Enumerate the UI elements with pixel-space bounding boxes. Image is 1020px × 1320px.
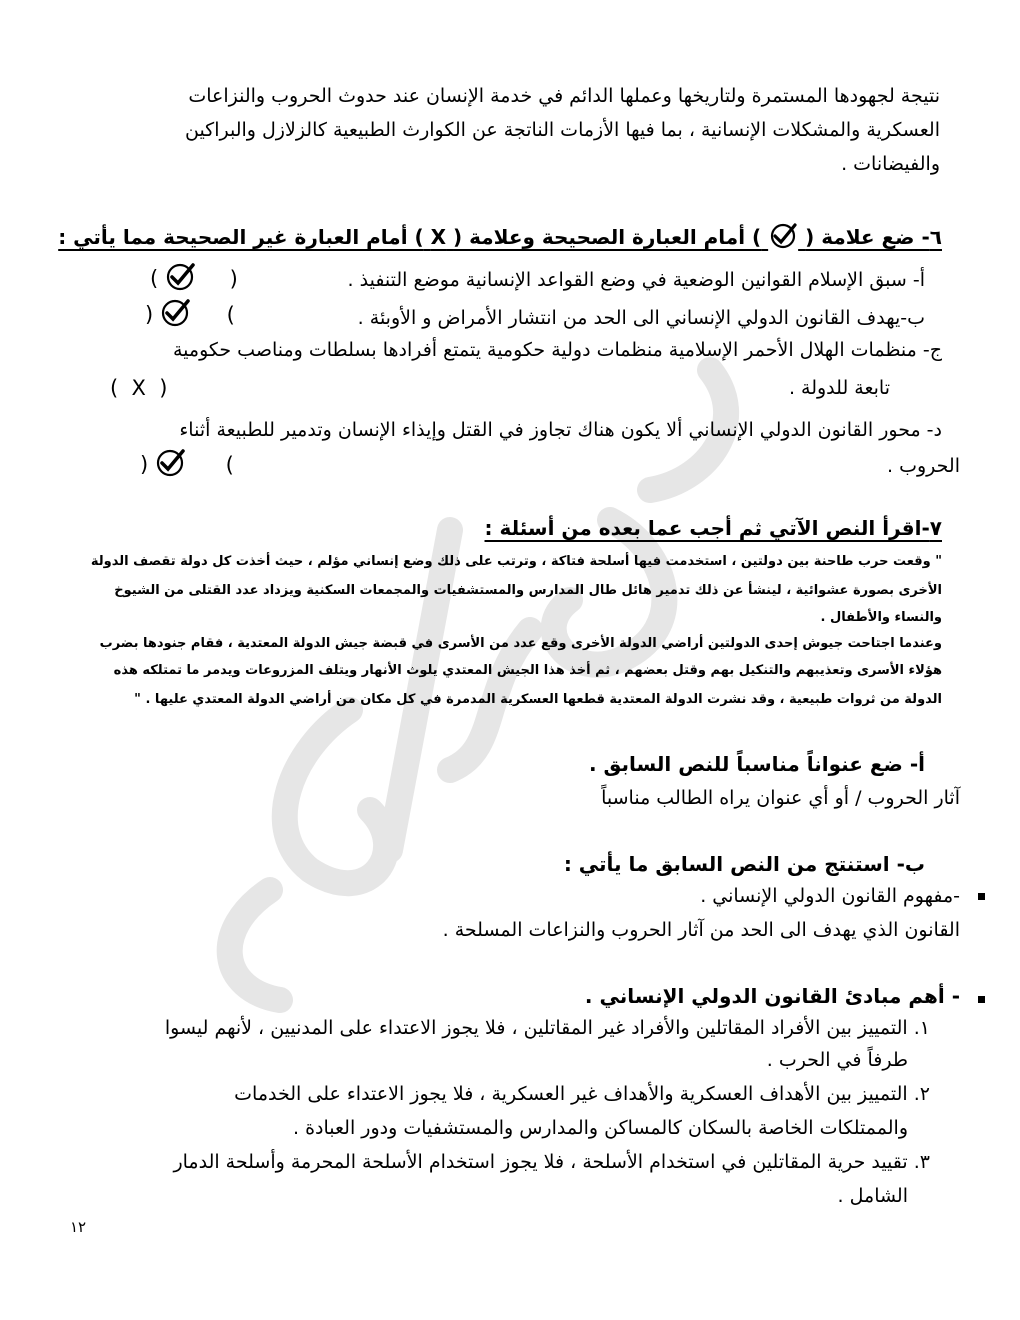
q7-heading: ٧-اقرأ النص الآتي ثم أجب عما بعده من أسئلة : xyxy=(484,516,942,540)
passage-line-5: هؤلاء الأسرى وتعذيبهم والتنكيل بهم وقتل بعضهم ، ثم أخذ هذا الجيش المعتدي يلوث الأنهار ويتلف المزروعات ويدمر ما تمتلكه هذه xyxy=(113,663,942,678)
bullet-icon xyxy=(978,893,985,900)
intro-line-3: والفيضانات . xyxy=(841,153,940,175)
principle-2-line-2: والممتلكات الخاصة بالسكان كالمساكن والمدارس والمستشفيات ودور العبادة . xyxy=(293,1117,908,1139)
q6-item-b: ب-يهدف القانون الدولي الإنساني الى الحد من انتشار الأمراض و الأوبئة . xyxy=(357,307,925,329)
page-number: ١٢ xyxy=(70,1218,87,1236)
part-a-title: أ- ضع عنواناً مناسباً للنص السابق . xyxy=(588,752,925,776)
q6-item-d-line-1: د- محور القانون الدولي الإنساني ألا يكون هناك تجاوز في القتل وإيذاء الإنسان وتدمير للطبيعة أثناء xyxy=(179,419,942,441)
principle-3-line-2: الشامل . xyxy=(837,1185,908,1207)
bullet-2-title: - أهم مبادئ القانون الدولي الإنساني . xyxy=(584,984,960,1008)
passage-line-2: الأخرى بصورة عشوائية ، لينشأ عن ذلك تدمير هائل طال المدارس والمستشفيات والمجمعات السكنية ويزداد عدد القتلى من الشيوخ xyxy=(114,583,942,598)
q6-title-a: ٦- ضع علامة ( xyxy=(805,225,942,249)
q6-item-c-answer: ( X ) xyxy=(110,376,168,400)
passage-line-1: " وقعت حرب طاحنة بين دولتين ، استخدمت فيها أسلحة فتاكة ، وترتب على ذلك وضع إنساني مؤلم ، حيث أخذت كل دولة تقصف الدولة xyxy=(90,554,942,569)
q6-title-c: ) أمام العبارة غير الصحيحة مما يأتي : xyxy=(58,225,424,249)
bullet-icon xyxy=(978,996,985,1003)
principle-2-line-1: ٢. التمييز بين الأهداف العسكرية والأهداف غير العسكرية ، فلا يجوز الاعتداء على الخدمات xyxy=(234,1083,930,1105)
q6-item-a: أ- سبق الإسلام القوانين الوضعية في وضع القواعد الإنسانية موضع التنفيذ . xyxy=(347,269,925,291)
part-a-answer: آثار الحروب / أو أي عنوان يراه الطالب مناسباً xyxy=(601,787,960,809)
principle-3-line-1: ٣. تقييد حرية المقاتلين في استخدام الأسلحة ، فلا يجوز استخدام الأسلحة المحرمة وأسلحة الدمار xyxy=(173,1151,930,1173)
check-mark-icon xyxy=(155,448,185,483)
bullet-1-title: -مفهوم القانون الدولي الإنساني . xyxy=(700,885,960,907)
q6-item-c-line-2: تابعة للدولة . xyxy=(788,377,890,399)
q6-heading xyxy=(58,222,942,255)
passage-line-3: والنساء والأطفال . xyxy=(820,610,942,625)
q6-item-c-line-1: ج- منظمات الهلال الأحمر الإسلامية منظمات دولية حكومية يتمتع أفرادها بسلطات ومناصب حكومية xyxy=(172,339,942,361)
check-mark-icon xyxy=(768,222,798,255)
principle-1-line-2: طرفاً في الحرب . xyxy=(766,1049,908,1071)
intro-line-2: العسكرية والمشكلات الإنسانية ، بما فيها الأزمات الناتجة عن الكوارث الطبيعية كالزلازل والبراكين xyxy=(184,119,940,141)
q6-x-mark: X xyxy=(430,225,447,249)
q6-title-b: ) أمام العبارة الصحيحة وعلامة ( xyxy=(453,225,762,249)
passage-line-4: وعندما اجتاحت جيوش إحدى الدولتين أراضي الدولة الأخرى وقع عدد من الأسرى في قبضة جيش الدولة المعتدية ، فقام جنودها بضرب xyxy=(99,636,942,651)
part-b-title: ب- استنتج من النص السابق ما يأتي : xyxy=(563,852,925,876)
q6-item-d-answer: ) ( xyxy=(140,448,234,483)
passage-line-6: الدولة من ثروات طبيعية ، وقد نشرت الدولة المعتدية قطعها العسكرية المدمرة في كل مكان من أراضي الدولة المعتدي عليها . " xyxy=(134,692,942,707)
q6-item-b-answer: ) ( xyxy=(145,298,235,333)
q6-item-d-line-2: الحروب . xyxy=(887,455,960,477)
q6-item-a-answer: ( ) xyxy=(150,262,238,297)
check-mark-icon xyxy=(165,262,195,297)
principle-1-line-1: ١. التمييز بين الأفراد المقاتلين والأفراد غير المقاتلين ، فلا يجوز الاعتداء على المدنيين ، لأنهم ليسوا xyxy=(164,1017,930,1039)
intro-line-1: نتيجة لجهودها المستمرة ولتاريخها وعملها الدائم في خدمة الإنسان عند حدوث الحروب والنزاعات xyxy=(188,85,940,107)
bullet-1-answer: القانون الذي يهدف الى الحد من آثار الحروب والنزاعات المسلحة . xyxy=(442,919,960,941)
check-mark-icon xyxy=(160,298,190,333)
